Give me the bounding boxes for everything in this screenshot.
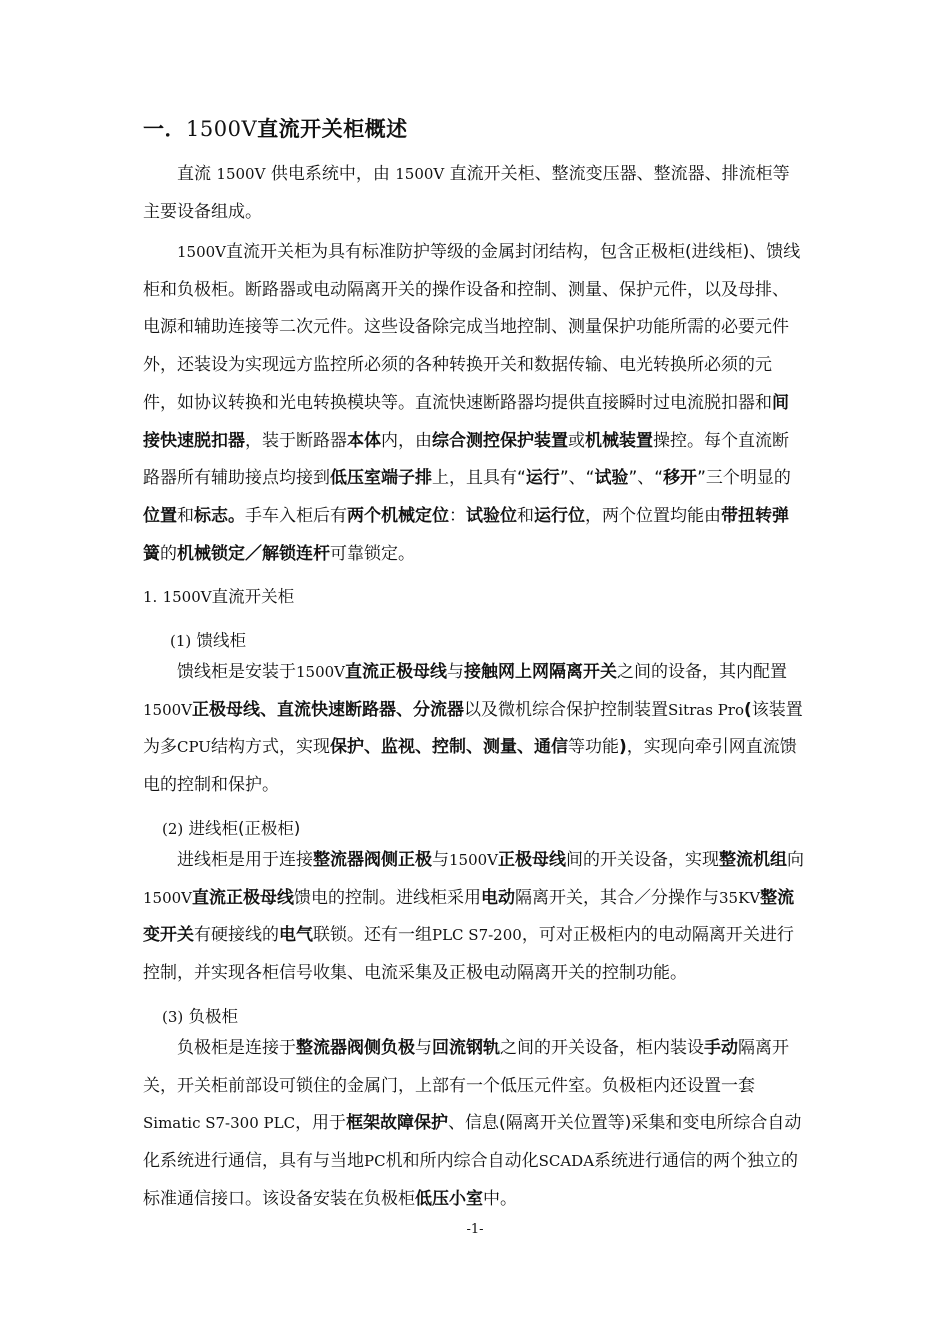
subheading-number: (3)	[162, 1008, 184, 1026]
text-run: 供电系统中，由	[265, 164, 396, 184]
section-title: 直流开关柜	[211, 587, 295, 606]
bold-term: 位置	[143, 505, 177, 526]
text-run: 以及微机综合保护控制装置	[464, 699, 669, 720]
code-term: 1500V	[143, 700, 193, 719]
text-run: 、信息(隔离开关位置等)采集和变电所综合自动化系统进行通信，具有与当地	[143, 1113, 802, 1172]
bold-term: 机械锁定／解锁连杆	[177, 543, 330, 564]
bold-term: 手动	[704, 1038, 738, 1058]
text-run: 和	[177, 505, 194, 526]
text-run: 之间的设备，其内配置	[617, 662, 788, 682]
title-text: 直流开关柜概述	[257, 117, 408, 141]
bold-term: 运行位	[534, 505, 585, 526]
text-run: 馈线柜是安装于	[177, 662, 296, 682]
bold-term: 移开	[663, 468, 698, 489]
text-run: 或	[568, 430, 585, 451]
text-run: 结构方式，实现	[210, 737, 330, 758]
section-number: 1.	[143, 588, 158, 606]
code-term: 1500V	[296, 663, 346, 681]
code-term: PLC S7-200	[432, 926, 522, 945]
text-run: 向	[787, 850, 805, 870]
bold-term: 运行	[525, 468, 560, 489]
bold-term: 正极母线	[498, 850, 567, 870]
text-run: ”三个明显的	[697, 468, 791, 489]
subheading-number: (2)	[162, 820, 184, 838]
bold-term: 带扭转弹簧	[143, 505, 789, 564]
bold-term: 试验	[594, 468, 629, 489]
title-number: 1500V	[186, 117, 258, 141]
text-run: ，两个位置均能由	[585, 505, 721, 526]
bold-term: 整流变开关	[143, 887, 795, 946]
subheading-negative	[162, 1003, 238, 1027]
bold-term: 保护、监视、控制、测量、通信	[329, 737, 568, 758]
subheading-number: (1)	[170, 632, 192, 650]
bold-term: 整流器阀侧正极	[313, 850, 432, 870]
text-run: ”、“	[559, 468, 595, 489]
text-run: 可靠锁定。	[330, 543, 415, 564]
text-run: 与	[432, 850, 449, 870]
bold-term: 电气	[279, 925, 313, 946]
bold-term: 电动	[481, 887, 516, 908]
text-run: 该装置为多	[143, 699, 803, 758]
subheading-text: 进线柜(正极柜)	[188, 819, 301, 838]
code-term: Sitras Pro	[668, 700, 744, 719]
bold-term: 试验位	[466, 505, 517, 526]
bold-term: (	[744, 699, 752, 720]
subheading-text: 馈线柜	[196, 631, 246, 650]
text-run: 有硬接线的	[194, 925, 279, 946]
negative-paragraph	[143, 1030, 805, 1219]
bold-term: 接触网上网隔离开关	[464, 662, 618, 682]
intro-paragraph	[143, 156, 805, 231]
bold-term: 低压室端子排	[330, 468, 432, 489]
text-run: ，装于断路器	[245, 430, 347, 451]
text-run: 直流开关柜为具有标准防护等级的金属封闭结构，包含正极柜(进线柜)、馈线柜和负极柜。断路器或电动隔离开关的操作设备和控制、测量、保护元件，以及母排、电源和辅助连接等二次元件。这些设备除完成当地控制、测量保护功能所需的必要元件外，还装设为实现远方监控所必须的各种转换开关和数据传输、电光转换所必须的元件，如协议转换和光电转换模块等。直流快速断路器均提供直接瞬时过电流脱扣器和	[143, 242, 801, 413]
bold-term: 标志。	[194, 505, 245, 526]
subheading-text: 负极柜	[188, 1007, 238, 1026]
feeder-paragraph	[143, 654, 805, 805]
code-term: 35KV	[719, 888, 761, 907]
bold-term: 正极母线、直流快速断路器、分流器	[192, 699, 465, 720]
text-run: 直流开关柜、整流变压器、整流器、排流柜等主要设备组成。	[143, 164, 790, 222]
text-run: 与	[447, 662, 465, 682]
bold-term: 综合测控保护装置	[432, 430, 568, 451]
text-run: 上，且具有“	[432, 468, 526, 489]
text-run: 间的开关设备，实现	[566, 850, 720, 870]
text-run: 进线柜是用于连接	[177, 850, 313, 870]
section-code: 1500V	[162, 588, 212, 606]
text-run: 直流	[177, 164, 217, 184]
bold-term: )	[618, 737, 627, 758]
text-run: 负极柜是连接于	[177, 1038, 296, 1058]
code-term: 1500V	[395, 165, 445, 183]
text-run: 内，由	[381, 430, 432, 451]
bold-term: 直流正极母线	[192, 887, 295, 908]
text-run: 隔离开关，其合／分操作与	[515, 887, 720, 908]
bold-term: 间接快速脱扣器	[143, 392, 789, 451]
subheading-feeder	[170, 627, 246, 651]
text-run: 等功能	[567, 737, 619, 758]
code-term: 1500V	[177, 243, 227, 261]
text-run: ，用于	[295, 1113, 347, 1134]
text-run: ：	[449, 505, 466, 526]
text-run: ，实现向牵引网直流馈电的控制和保护。	[143, 737, 797, 796]
code-term: Simatic S7-300 PLC	[143, 1114, 296, 1133]
incoming-paragraph	[143, 842, 805, 993]
text-run: 手车入柜后有	[245, 505, 347, 526]
text-run: 联锁。还有一组	[313, 925, 432, 946]
text-run: 馈电的控制。进线柜采用	[294, 887, 482, 908]
text-run: 机和所内综合自动化	[385, 1151, 539, 1172]
text-run: 的	[160, 543, 177, 564]
text-run: 操控。每个直流断路器所有辅助接点均接到	[143, 430, 789, 489]
text-run: 之间的开关设备，柜内装设	[500, 1038, 704, 1058]
code-term: 1500V	[449, 851, 499, 869]
text-run: 系统进行通信的两个独立的标准通信接口。该设备安装在负极柜	[143, 1151, 799, 1209]
bold-term: 低压小室	[415, 1188, 483, 1209]
text-run: 隔离开关，开关柜前部设可锁住的金属门，上部有一个低压元件室。负极柜内还设置一套	[143, 1038, 789, 1096]
bold-term: 机械装置	[585, 430, 653, 451]
text-run: 中。	[483, 1188, 517, 1209]
bold-term: 框架故障保护	[346, 1113, 449, 1134]
overview-paragraph	[143, 234, 805, 573]
subheading-incoming	[162, 815, 300, 839]
code-term: 1500V	[143, 888, 193, 907]
code-term: 1500V	[216, 165, 266, 183]
code-term: PC	[364, 1152, 386, 1171]
text-run: ”、“	[628, 468, 664, 489]
title-prefix: 一．	[143, 117, 186, 141]
text-run: 和	[517, 505, 534, 526]
page-title	[143, 113, 408, 143]
text-run: 与	[415, 1038, 432, 1058]
bold-term: 回流钢轨	[432, 1038, 500, 1058]
bold-term: 本体	[347, 430, 381, 451]
bold-term: 整流机组	[719, 850, 788, 870]
text-run: ，可对正极柜内的电动隔离开关进行控制，并实现各柜信号收集、电流采集及正极电动隔离开关的控制功能。	[143, 925, 794, 984]
bold-term: 整流器阀侧负极	[296, 1038, 415, 1058]
section-heading-1	[143, 583, 294, 607]
code-term: CPU	[177, 738, 211, 757]
bold-term: 两个机械定位	[347, 505, 449, 526]
code-term: SCADA	[538, 1152, 595, 1171]
page-number: -1-	[466, 1222, 484, 1237]
bold-term: 直流正极母线	[345, 662, 448, 682]
